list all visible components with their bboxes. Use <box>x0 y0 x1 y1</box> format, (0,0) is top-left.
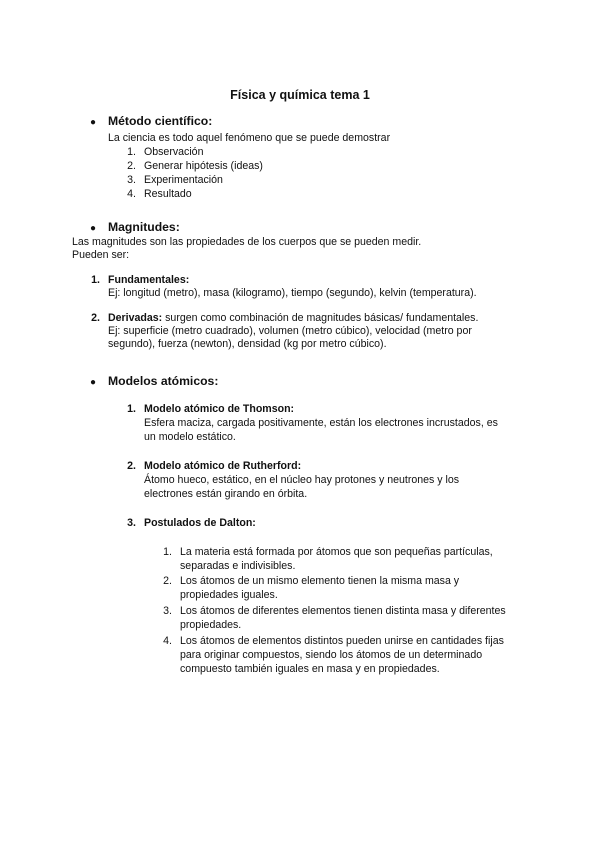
list-item-text: segundo), fuerza (newton), densidad (kg por metro cúbico). <box>108 338 387 350</box>
section-heading-metodo: Método científico: <box>108 114 213 128</box>
list-item: Observación <box>144 146 204 158</box>
list-number: 2. <box>163 575 172 587</box>
postulado-text: separadas e indivisibles. <box>180 560 296 572</box>
list-item-text: Ej: superficie (metro cuadrado), volumen (metro cúbico), velocidad (metro por <box>108 325 472 337</box>
section-heading-magnitudes: Magnitudes: <box>108 220 180 234</box>
list-item: Experimentación <box>144 174 223 186</box>
list-number: 4. <box>127 188 136 200</box>
bullet-icon: ● <box>90 377 97 388</box>
list-number: 4. <box>163 635 172 647</box>
page-title: Física y química tema 1 <box>230 88 370 102</box>
postulado-text: propiedades iguales. <box>180 589 278 601</box>
list-number: 1. <box>127 403 136 415</box>
term-label: Fundamentales: <box>108 274 190 286</box>
list-number: 1. <box>163 546 172 558</box>
list-item: Generar hipótesis (ideas) <box>144 160 263 172</box>
model-heading-thomson: Modelo atómico de Thomson: <box>144 403 295 415</box>
list-number: 2. <box>127 460 136 472</box>
model-text: electrones están girando en órbita. <box>144 488 308 500</box>
list-number: 2. <box>127 160 136 172</box>
magnitudes-intro: Pueden ser: <box>72 249 130 261</box>
bullet-icon: ● <box>90 223 97 234</box>
postulado-text: Los átomos de diferentes elementos tienen distinta masa y diferentes <box>180 605 506 617</box>
model-text: Esfera maciza, cargada positivamente, están los electrones incrustados, es <box>144 417 498 429</box>
postulado-text: para originar compuestos, siendo los átomos de un determinado <box>180 649 483 661</box>
list-item-derivadas <box>108 311 478 325</box>
list-number: 1. <box>91 274 100 286</box>
model-heading-dalton: Postulados de Dalton: <box>144 517 256 529</box>
model-text: un modelo estático. <box>144 431 236 443</box>
postulado-text: Los átomos de un mismo elemento tienen la misma masa y <box>180 575 460 587</box>
list-number: 3. <box>127 174 136 186</box>
section-heading-modelos: Modelos atómicos: <box>108 374 219 388</box>
list-item: Resultado <box>144 188 192 200</box>
bullet-icon: ● <box>90 117 97 128</box>
list-number: 3. <box>127 517 136 529</box>
list-item-fundamentales <box>108 273 189 287</box>
postulado-text: Los átomos de elementos distintos pueden unirse en cantidades fijas <box>180 635 504 647</box>
list-number: 3. <box>163 605 172 617</box>
list-item-text: Ej: longitud (metro), masa (kilogramo), tiempo (segundo), kelvin (temperatura). <box>108 287 477 299</box>
list-number: 2. <box>91 312 100 324</box>
postulado-text: compuesto también iguales en masa y en propiedades. <box>180 663 440 675</box>
model-text: Átomo hueco, estático, en el núcleo hay protones y neutrones y los <box>144 474 460 486</box>
term-description: surgen como combinación de magnitudes básicas/ fundamentales. <box>162 312 479 324</box>
metodo-description: La ciencia es todo aquel fenómeno que se puede demostrar <box>108 132 391 144</box>
model-heading-rutherford: Modelo atómico de Rutherford: <box>144 460 302 472</box>
term-label: Derivadas: <box>108 312 163 324</box>
postulado-text: propiedades. <box>180 619 242 631</box>
list-number: 1. <box>127 146 136 158</box>
magnitudes-description: Las magnitudes son las propiedades de los cuerpos que se pueden medir. <box>72 236 422 248</box>
postulado-text: La materia está formada por átomos que son pequeñas partículas, <box>180 546 493 558</box>
